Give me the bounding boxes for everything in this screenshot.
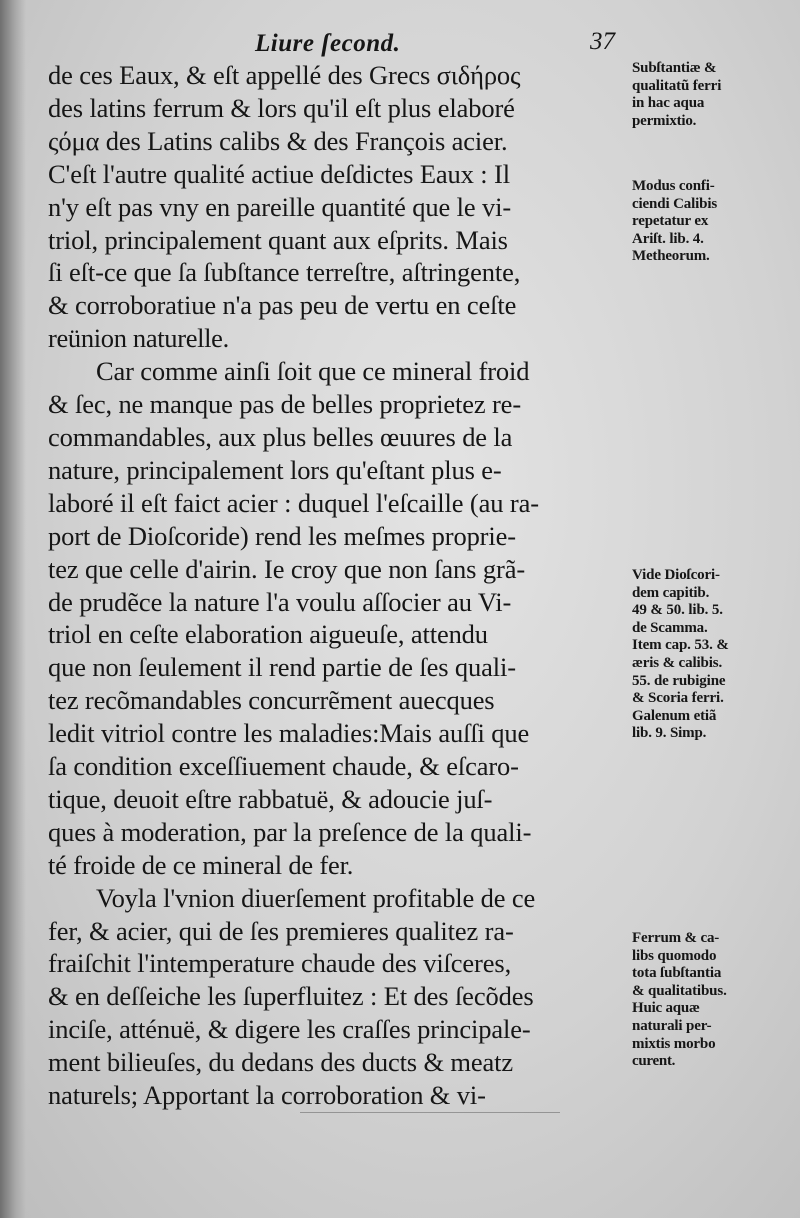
margin-note-line: lib. 9. Simp.	[632, 725, 707, 742]
main-text-column	[48, 59, 646, 1112]
page-header	[0, 26, 800, 60]
margin-note-line: de Scamma.	[632, 619, 708, 636]
text-line: ſa condition exceſſiuement chaude, & eſcaro-	[48, 751, 519, 782]
text-line: reünion naturelle.	[48, 323, 229, 354]
margin-note-line: ciendi Calibis	[632, 195, 718, 212]
margin-note-line: mixtis morbo	[632, 1035, 716, 1052]
text-line: tez que celle d'airin. Ie croy que non ſans grã-	[48, 553, 526, 584]
text-line: de prudẽce la nature l'a voulu aſſocier au Vi-	[48, 586, 512, 617]
text-line: tique, deuoit eſtre rabbatuë, & adoucie juſ-	[48, 783, 493, 814]
margin-note	[632, 178, 794, 266]
margin-note	[632, 567, 794, 743]
text-line: de ces Eaux, & eſt appellé des Grecs σιδήρος	[48, 60, 521, 90]
margin-note-line: libs quomodo	[632, 947, 717, 964]
text-line: té froide de ce mineral de fer.	[48, 849, 354, 880]
text-line: triol, principalement quant aux eſprits. Mais	[48, 224, 508, 255]
text-line: & corroboratiue n'a pas peu de vertu en ceſte	[48, 290, 517, 321]
text-line: ſi eſt-ce que ſa ſubſtance terreſtre, aſtringente,	[48, 257, 521, 288]
margin-note-line: & qualitatibus.	[632, 982, 727, 999]
margin-note-line: permixtio.	[632, 112, 697, 129]
margin-note-line: 55. de rubigine	[632, 672, 726, 689]
margin-note-line: dem capitib.	[632, 584, 710, 601]
text-line: nature, principalement lors qu'eſtant plus e-	[48, 454, 502, 485]
margin-note-line: qualitatũ ferri	[632, 77, 722, 94]
margin-note	[632, 930, 794, 1071]
text-line: port de Dioſcoride) rend les meſmes proprie-	[48, 520, 516, 551]
margin-note-line: 49 & 50. lib. 5.	[632, 602, 723, 619]
text-line: inciſe, atténuë, & digere les craſſes principale-	[48, 1014, 531, 1045]
text-line: fer, & acier, qui de ſes premieres qualitez ra-	[48, 915, 514, 946]
margin-note-line: curent.	[632, 1053, 676, 1070]
margin-note-line: in hac aqua	[632, 95, 705, 112]
margin-note-line: Ferrum & ca-	[632, 930, 720, 946]
text-line: n'y eſt pas vny en pareille quantité que le vi-	[48, 191, 512, 222]
paragraph-start-line: Car comme ainſi ſoit que ce mineral froid	[96, 356, 530, 387]
margin-note-line: & Scoria ferri.	[632, 690, 724, 707]
margin-note-line: Item cap. 53. &	[632, 637, 729, 654]
margin-note-line: æris & calibis.	[632, 654, 723, 671]
running-title: Liure ſecond.	[255, 30, 401, 57]
text-line: naturels; Apportant la corroboration & vi-	[48, 1080, 486, 1111]
margin-note	[632, 60, 794, 130]
text-line: laboré il eſt faict acier : duquel l'eſcaille (au ra-	[48, 487, 539, 518]
text-line: ment bilieuſes, du dedans des ducts & meatz	[48, 1047, 513, 1078]
margin-note-line: Huic aquæ	[632, 1000, 700, 1017]
bottom-rule	[300, 1112, 560, 1113]
margin-note-line: naturali per-	[632, 1017, 712, 1034]
text-line: tez recõmandables concurrẽment auecques	[48, 685, 495, 716]
margin-note-line: Ariſt. lib. 4.	[632, 230, 704, 247]
text-line: ledit vitriol contre les maladies:Mais auſſi que	[48, 718, 530, 749]
page-gutter-shadow	[0, 0, 26, 1218]
page-number: 37	[590, 28, 615, 55]
margin-note-line: Subſtantiæ &	[632, 60, 717, 76]
text-line: des latins ferrum & lors qu'il eſt plus elaboré	[48, 92, 515, 123]
margin-note-line: Galenum etiã	[632, 707, 717, 724]
paragraph-start-line: Voyla l'vnion diuerſement profitable de ce	[96, 882, 536, 913]
text-line: ςόμα des Latins calibs & des François acier.	[48, 125, 508, 156]
margin-note-line: Modus confi-	[632, 178, 715, 194]
margin-note-line: Vide Dioſcori-	[632, 567, 720, 583]
text-line: fraiſchit l'intemperature chaude des viſceres,	[48, 948, 512, 979]
text-line: & en deſſeiche les ſuperfluitez : Et des ſecõdes	[48, 981, 534, 1012]
margin-note-line: tota ſubſtantia	[632, 965, 722, 982]
text-line: triol en ceſte elaboration aigueuſe, attendu	[48, 619, 488, 650]
margin-note-line: repetatur ex	[632, 213, 709, 230]
text-line: commandables, aux plus belles œuures de la	[48, 421, 513, 452]
text-line: C'eſt l'autre qualité actiue deſdictes Eaux : Il	[48, 158, 510, 189]
text-line: & ſec, ne manque pas de belles proprietez re-	[48, 389, 522, 420]
text-line: ques à moderation, par la preſence de la quali-	[48, 816, 532, 847]
margin-note-line: Metheorum.	[632, 248, 710, 265]
text-line: que non ſeulement il rend partie de ſes quali-	[48, 652, 516, 683]
